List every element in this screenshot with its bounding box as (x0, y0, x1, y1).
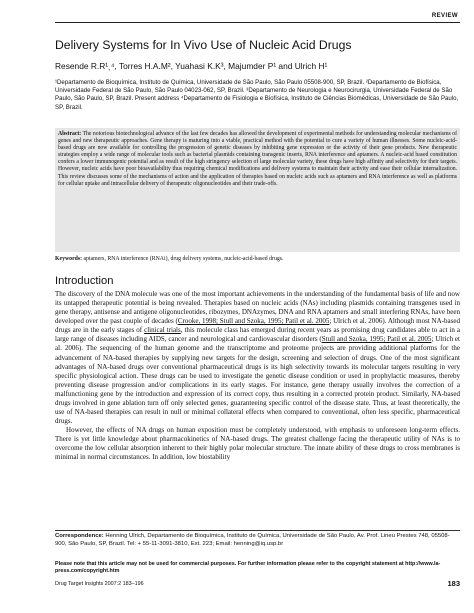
citation-link[interactable]: Stull and Szoka, 1995; Patil et al. 2005 (321, 335, 432, 344)
section-label: REVIEW (431, 13, 458, 19)
keywords-label: Keywords: (55, 256, 83, 262)
glossary-link-clinical-trials[interactable]: clinical trials (144, 326, 181, 335)
author-list: Resende R.R¹ˎ⁴, Torres H.A.M², Yuahasi K.K³, Majumder P¹ and Ulrich H¹ (55, 61, 328, 71)
keywords-text: aptamers, RNA interference (RNAi), drug delivery systems, nucleic-acid-based drugs. (83, 256, 284, 262)
correspondence (55, 533, 460, 549)
abstract-label: Abstract: (58, 131, 82, 137)
correspondence-label: Correspondence: (55, 533, 104, 539)
citation-link[interactable]: Crooke, 1998; Stull and Szoka, 1995; Patil et al. 2005 (177, 317, 330, 326)
body-paragraph (55, 290, 460, 426)
abstract (58, 131, 457, 188)
body-paragraph: However, the effects of NA drugs on human exposition must be completely understood, with emphasis to unforeseen long-term effects. There is yet little knowledge about pharmacokinetics of NA-based drugs. The greatest challenge facing the therapeutic utility of NAs is to overcome the low cellular absorption inherent to their highly polar molecular structure. The innate ability of these drugs to cross membranes is minimal in normal circumstances. In addition, low biostability (55, 426, 460, 462)
article-title: Delivery Systems for In Vivo Use of Nucleic Acid Drugs (55, 38, 352, 52)
body-text: The discovery of the DNA molecule was one of the most important achievements in the understanding of the fundamental basis of life and now its untapped therapeutic potential is being revealed. Therapies based on nucleic acids (NAs) including plasmids containing transgenes used in gene therapy, antisense and antigene oligonucleotides, ribozymes, DNAzymes, DNA and RNA aptamers and small interfering RNAs, have been developed over the past couple of decades ( (55, 290, 460, 326)
section-heading-introduction: Introduction (55, 275, 114, 287)
affiliations: ¹Departamento de Bioquímica, Instituto de Química, Universidade de São Paulo, São Paulo 05508-900, SP, Brazil. ²Departamento de Biofísica, Universidade Federal de São Paulo, São Paulo 04023-062, SP, Brazil. ³Departamento de Neurologia e Neurocirurgia, Universidade Federal de São Paulo, São Paulo, SP, Brazil. Present address ⁴Departamento de Fisiologia e Biofísica, Instituto de Ciências Biomédicas, Universidade de São Paulo, SP, Brazil. (55, 79, 459, 111)
body-text: ; Ulrich et al. 2006). The sequencing of the human genome and the transcriptome and proteome projects are providing additional platforms for the advancement of NA-based therapies by supplying new targets for the design, screening and selection of drugs. One of the most significant advantages of NA-based drugs over conventional pharmaceutical drugs is its high selectivity towards its molecular targets resulting in very specific physiological action. These drugs can be used to investigate the genetic disease condition or used in prophylactic measures, thereby preventing disease progression and/or complications in its early stages. For instance, gene therapy usually involves the correction of a malfunctioning gene by the introduction and expression of its correct copy, thus resulting in a corrected protein product. Similarly, NA-based drugs involved in gene ablation turn off only selected genes, guaranteeing specific control of the disease state. Thus, at least theoretically, the use of NA-based therapies can result in null or minimal collateral effects when compared to conventional, often less specific, pharmaceutical drugs. (55, 335, 460, 426)
body-text: ; Ulrich et al. 2006). Although most NA-based drugs are in the early stages of (55, 317, 461, 335)
body-text: , this molecule class has emerged during recent years as promising drug candidates able to act in a large range of diseases including AIDS, cancer and neurological and cardiovascular disorders ( (55, 326, 460, 344)
journal-citation: Drug Target Insights 2007:2 183–196 (55, 581, 144, 587)
header-rule (55, 22, 460, 23)
keywords (55, 256, 460, 263)
article-body (55, 290, 460, 462)
correspondence-text: Henning Ulrich, Departamento de Bioquímica, Instituto de Química, Universidade de São Paulo, Av. Prof. Lineu Prestes 748, 05508-900, São Paulo, SP, Brazil. Tel: + 55-11-3091-3810, Ext. 223; Email: henning@iq.usp.br (55, 533, 450, 547)
abstract-text: The notorious biotechnological advance of the last few decades has allowed the development of experimental methods for understanding molecular mechanisms of genes and new therapeutic approaches. Gene therapy is maturing into a viable, practical method with the potential to cure a variety of human illnesses. Some nucleic-acid-based drugs are now available for controlling the progression of genetic diseases by inhibiting gene expression or the activity of their gene products. New therapeutic strategies employ a wide range of molecular tools such as bacterial plasmids containing transgenic inserts, RNA interference and aptamers. A nucleic-acid based constitution confers a lower immunogenic potential and as result of the high stringency selection of large molecular variety, these drugs have high affinity and selectivity for their targets. However, nucleic acids have poor bioavailability thus requiring chemical modifications and delivery systems to maintain their activity and ease their cellular internalization. This review discusses some of the mechanisms of action and the application of therapies based on nucleic acids such as aptamers and RNA interference as well as platforms for cellular uptake and intracellular delivery of therapeutic oligonucleotides and their trade-offs. (58, 131, 457, 187)
copyright-note: Please note that this article may not be used for commercial purposes. For further information please refer to the copyright statement at http://www.la-press.com/copyright.htm (55, 561, 441, 574)
page-number: 183 (447, 579, 460, 588)
footnote-rule (55, 530, 460, 531)
